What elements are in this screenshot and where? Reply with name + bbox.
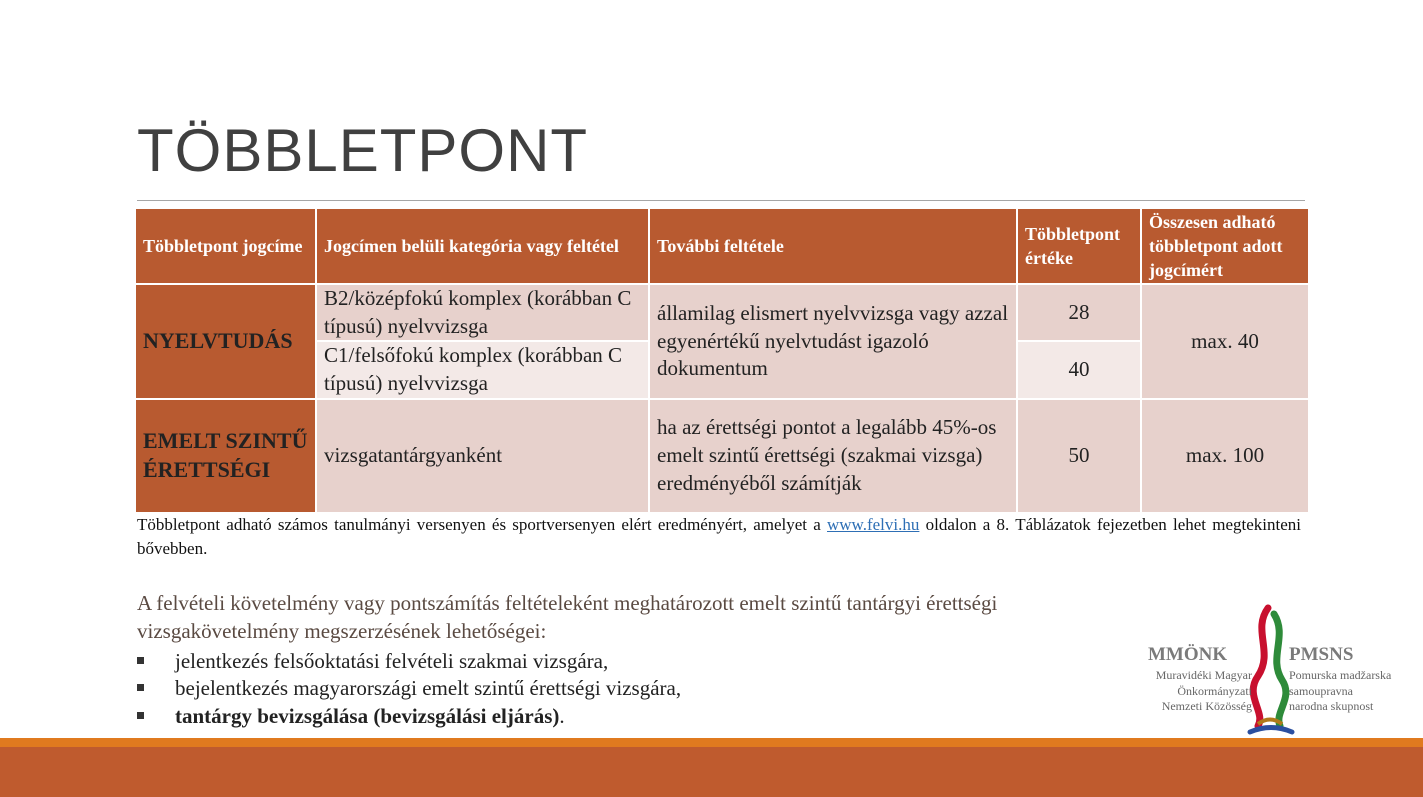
list-item-text: jelentkezés felsőoktatási felvételi szakmai vizsgára, bbox=[175, 649, 609, 673]
square-bullet-icon bbox=[137, 712, 144, 719]
title-divider bbox=[137, 200, 1305, 201]
table-header-row bbox=[135, 208, 1309, 284]
organization-logo bbox=[1140, 600, 1420, 740]
header-cell: Többletpont értéke bbox=[1017, 208, 1141, 284]
category-cell: EMELT SZINTŰ ÉRETTSÉGI bbox=[135, 399, 316, 513]
total-cell: max. 100 bbox=[1141, 399, 1309, 513]
footer-accent-stripe bbox=[0, 738, 1423, 747]
footnote-text: oldalon a 8. Táblázatok fejezetben lehet megtekinteni bővebben. bbox=[137, 515, 1301, 558]
footnote-text: Többletpont adható számos tanulmányi versenyen és sportversenyen elért eredményért, amelyet a bbox=[137, 515, 827, 534]
logo-line: narodna skupnost bbox=[1289, 699, 1374, 714]
footnote bbox=[137, 513, 1301, 561]
further-condition-cell: államilag elismert nyelvvizsga vagy azzal egyenértékű nyelvtudást igazoló dokumentum bbox=[649, 284, 1017, 399]
bonus-points-table bbox=[134, 207, 1310, 514]
condition-cell: C1/felsőfokú komplex (korábban C típusú) nyelvvizsga bbox=[316, 341, 649, 398]
condition-cell: vizsgatantárgyanként bbox=[316, 399, 649, 513]
header-cell: Összesen adható többletpont adott jogcímért bbox=[1141, 208, 1309, 284]
logo-left-title: MMÖNK bbox=[1148, 644, 1228, 665]
logo-right-title: PMSNS bbox=[1289, 644, 1354, 665]
lead-paragraph: A felvételi követelmény vagy pontszámítás feltételeként meghatározott emelt szintű tantárgyi érettségi vizsgakövetelmény megszerzésének lehetőségei: bbox=[137, 591, 998, 643]
logo-line: Muravidéki Magyar bbox=[1155, 668, 1252, 682]
header-cell: Többletpont jogcíme bbox=[135, 208, 316, 284]
list-item bbox=[137, 703, 681, 730]
square-bullet-icon bbox=[137, 657, 144, 664]
options-list bbox=[137, 648, 681, 730]
category-cell: NYELVTUDÁS bbox=[135, 284, 316, 399]
points-cell: 28 bbox=[1017, 284, 1141, 341]
header-cell: Jogcímen belüli kategória vagy feltétel bbox=[316, 208, 649, 284]
logo-left-text bbox=[1144, 668, 1252, 715]
felvi-link[interactable]: www.felvi.hu bbox=[827, 515, 920, 534]
further-condition-cell: ha az érettségi pontot a legalább 45%-os emelt szintű érettségi (szakmai vizsga) eredményéből számítják bbox=[649, 399, 1017, 513]
footer-band bbox=[0, 747, 1423, 797]
square-bullet-icon bbox=[137, 684, 144, 691]
list-item bbox=[137, 675, 681, 702]
points-cell: 40 bbox=[1017, 341, 1141, 398]
points-cell: 50 bbox=[1017, 399, 1141, 513]
logo-line: samoupravna bbox=[1289, 683, 1353, 698]
logo-line: Önkormányzati bbox=[1177, 683, 1252, 698]
page-title: TÖBBLETPONT bbox=[137, 117, 589, 184]
list-item-text: tantárgy bevizsgálása (bevizsgálási eljárás) bbox=[175, 703, 560, 728]
table-row bbox=[135, 284, 1309, 341]
list-item-text: bejelentkezés magyarországi emelt szintű érettségi vizsgára, bbox=[175, 676, 682, 701]
logo-line: Nemzeti Közösség bbox=[1161, 699, 1252, 714]
list-item bbox=[137, 648, 681, 675]
table-row bbox=[135, 399, 1309, 513]
list-item-text: . bbox=[559, 703, 565, 728]
condition-cell: B2/középfokú komplex (korábban C típusú) nyelvvizsga bbox=[316, 284, 649, 341]
total-cell: max. 40 bbox=[1141, 284, 1309, 399]
header-cell: További feltétele bbox=[649, 208, 1017, 284]
logo-right-text bbox=[1289, 668, 1391, 715]
logo-line: Pomurska madžarska bbox=[1289, 668, 1392, 682]
